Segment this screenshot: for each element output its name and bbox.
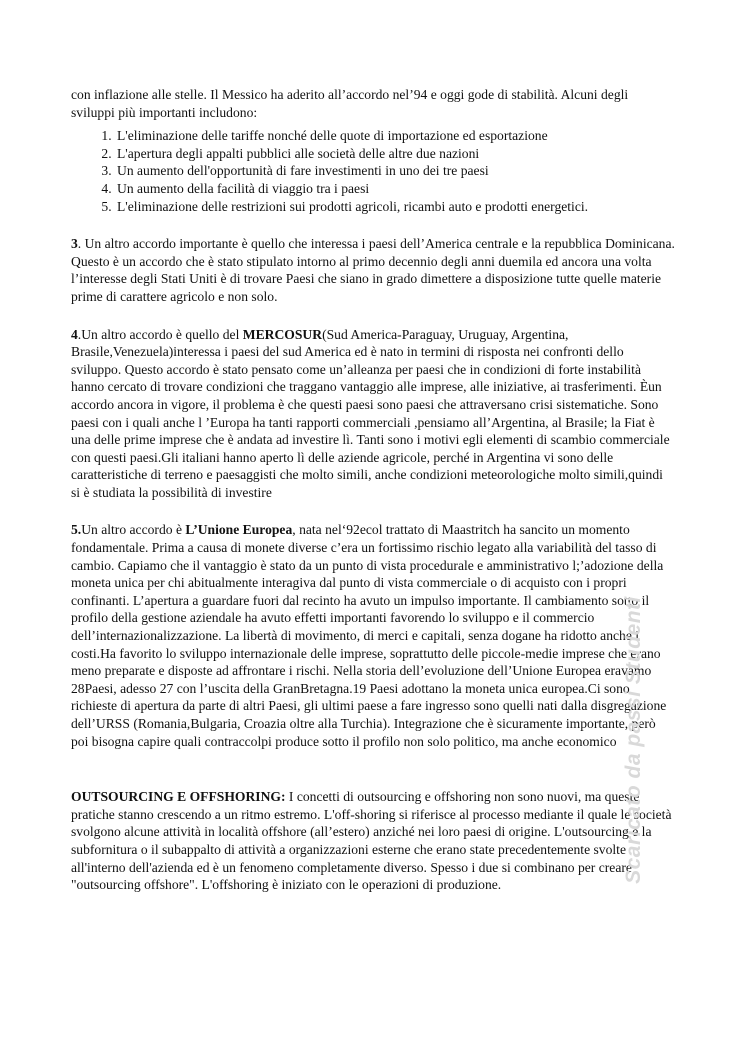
paragraph-lead: Un altro accordo è: [81, 522, 186, 538]
paragraph-text: , nata nel‘92ecol trattato di Maastritch ha sancito un momento fondamentale. Prima a causa di monete diverse c’era un fortissimo rischio legato alla variabilità del tasso di cambio. Capiamo che il vantaggio è stato da un punto di vista procedurale e amministrativo l;’adozione della moneta unica per chi abitualmente interagiva dal punto di vista commerciale o di acquisto con i propri confinanti. L’apertura a guardare fuori dal recinto ha avuto un impulso importante. Il cambiamento sotto il profilo della gestione aziendale ha avuto effetti importanti favorendo lo sviluppo e il commercio dell’internazionalizzazione. La libertà di movimento, di merci e capitali, senza dogane ha ridotto anche i costi.Ha favorito lo sviluppo internazionale delle imprese, soprattutto delle piccole-medie imprese che erano meno preparate e disposte ad affrontare i rischi. Nella storia dell’evoluzione dell’Unione Europea eravamo 28Paesi, adesso 27 con l’uscita della GranBretagna.19 Paesi adottano la moneta unica europea.Ci sono richieste di apertura da parte di altri Paesi, gli ultimi paese a fare ingresso sono quelli nati dalla disgregazione dell’URSS (Romania,Bulgaria, Croazia oltre alla Turchia). Integrazione che è sicuramente importante, però poi bisogna capire quali contraccolpi produce sotto il profilo non solo politico, ma anche economico: [71, 522, 667, 749]
list-item: 2. L'apertura degli appalti pubblici alle società delle altre due nazioni: [115, 145, 675, 163]
intro-paragraph: con inflazione alle stelle. Il Messico ha aderito all’accordo nel’94 e oggi gode di stabilità. Alcuni degli sviluppi più importanti includono:: [71, 87, 629, 120]
term-unione-europea: L’Unione Europea: [185, 522, 293, 538]
list-item: 4. Un aumento della facilità di viaggio tra i paesi: [115, 180, 675, 198]
developments-list: [71, 127, 675, 215]
paragraph-text: (Sud America-Paraguay, Uruguay, Argentina, Brasile,Venezuela)interessa i paesi del sud America ed è nato in termini di risposta nei confronti dello sviluppo. Questo accordo è stato pensato come un’alleanza per paesi che in condizioni di forte instabilità hanno cercato di trovare condizioni che traggano vantaggio alle imprese, alle iniziative, ai trasferimenti. Èun accordo ancora in vigore, il problema è che questi paesi sono paesi che attraversano crisi sistematiche. Sono paesi con i quali anche l ’Europa ha tanti rapporti commerciali ,pensiamo all’Argentina, al Brasile; la Fiat è una delle prime imprese che è andata ad investire lì. Tanti sono i motivi egli elementi di scambio commerciale con questi paesi.Gli italiani hanno aperto lì delle aziende agricole, perché in Argentina vi sono delle caratteristiche di terreno e paesaggisti che molto simili, anche condizioni meteorologiche molto simili,quindi si è studiata la possibilità di investire: [71, 326, 670, 500]
paragraph-4: [71, 326, 675, 502]
term-mercosur: MERCOSUR: [242, 326, 323, 342]
watermark: [614, 530, 654, 950]
paragraph-number: 4: [71, 326, 78, 342]
paragraph-3: [71, 235, 675, 305]
list-item: 5. L'eliminazione delle restrizioni sui prodotti agricoli, ricambi auto e prodotti energetici.: [115, 198, 675, 216]
section-heading: OUTSOURCING E OFFSHORING:: [71, 789, 286, 805]
watermark-text: Scaricato da passi Studenti: [622, 596, 646, 884]
paragraph-number: 3: [71, 236, 78, 252]
paragraph-text: I concetti di outsourcing e offshoring non sono nuovi, ma queste pratiche stanno crescendo a un ritmo estremo. L'off-shoring si riferisce al processo mediante il quale le società svolgono alcune attività in località offshore (all’estero) anziché nei loro paesi di origine. L'outsourcing è la subfornitura o il subappalto di attività a organizzazioni esterne che erano state precedentemente svolte all'interno dell'azienda ed è un fenomeno completamente diverso. Spesso i due si combinano per creare "outsourcing offshore". L'offshoring è iniziato con le operazioni di produzione.: [71, 789, 672, 893]
document-page: [71, 86, 675, 894]
paragraph-lead: .Un altro accordo è quello del: [77, 326, 243, 342]
paragraph-number: 5.: [71, 522, 82, 538]
paragraph-5: [71, 521, 675, 750]
outsourcing-paragraph: [71, 788, 675, 894]
list-item: 1. L'eliminazione delle tariffe nonché delle quote di importazione ed esportazione: [115, 127, 675, 145]
list-item: 3. Un aumento dell'opportunità di fare investimenti in uno dei tre paesi: [115, 162, 675, 180]
paragraph-text: . Un altro accordo importante è quello che interessa i paesi dell’America centrale e la repubblica Dominicana. Questo è un accordo che è stato stipulato intorno al primo decennio degli anni duemila ed ancora una volta l’interesse degli Stati Uniti è di trovare Paesi che siano in grado dimettere a disposizione tutte quelle materie prime di carattere agricolo e non solo.: [71, 236, 675, 304]
